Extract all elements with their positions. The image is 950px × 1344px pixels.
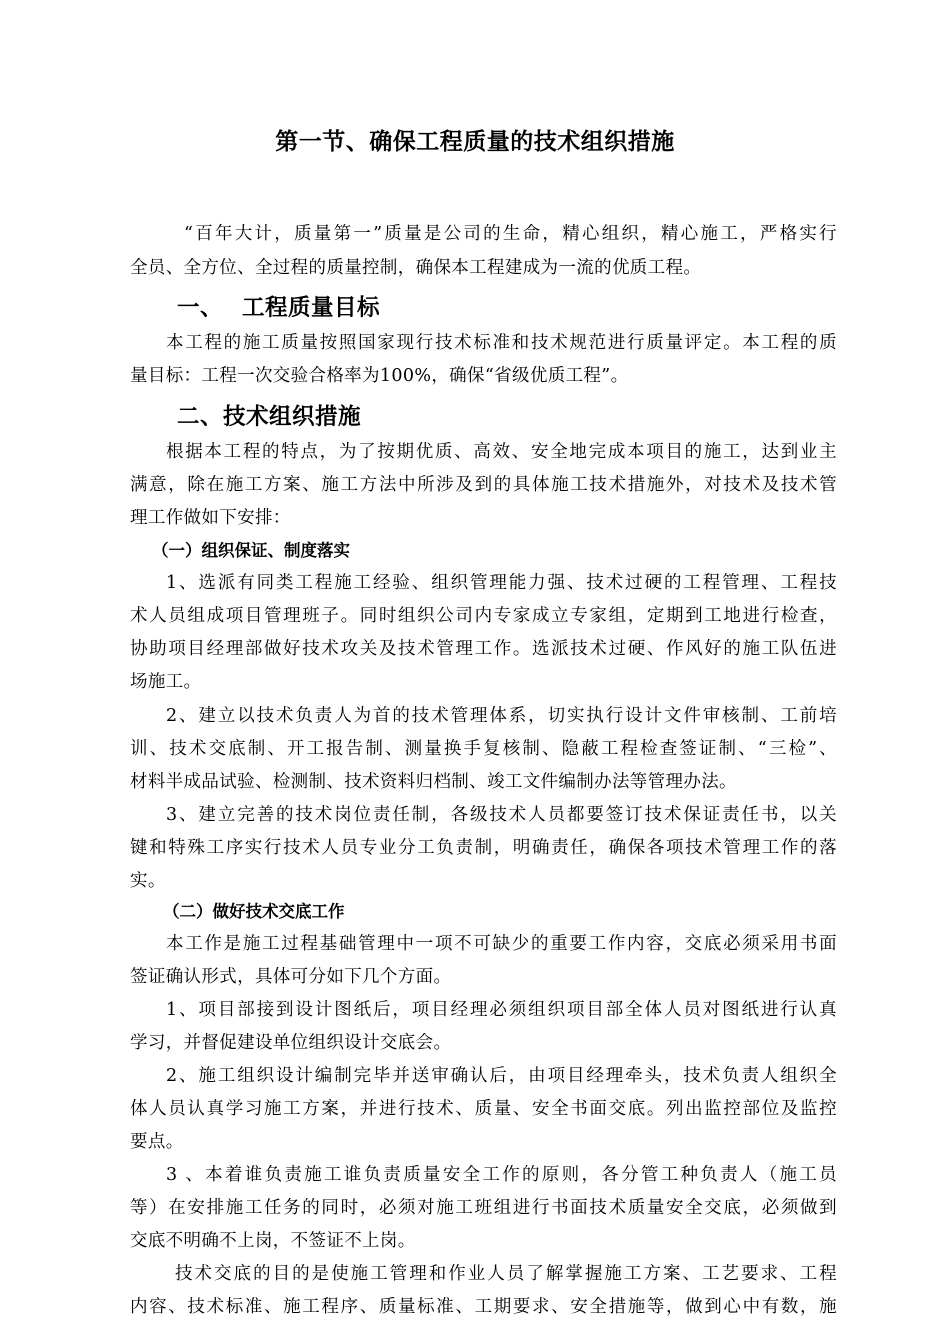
- sub2-item1-line-1: 1、项目部接到设计图纸后，项目经理必须组织项目部全体人员对图纸进行认真: [166, 1000, 837, 1020]
- sub1-item3-line-3: 实。: [130, 871, 166, 891]
- sub1-item2-line-3: 材料半成品试验、检测制、技术资料归档制、竣工文件编制办法等管理办法。: [130, 772, 737, 792]
- sub1-item1-line-4: 场施工。: [130, 672, 202, 692]
- sub2-intro-line-1: 本工作是施工过程基础管理中一项不可缺少的重要工作内容，交底必须采用书面: [166, 934, 837, 954]
- section-1-number: 一、: [177, 295, 224, 321]
- sub2-item1-line-2: 学习，并督促建设单位组织设计交底会。: [130, 1033, 452, 1053]
- sub2-purpose-line-1: 技术交底的目的是使施工管理和作业人员了解掌握施工方案、工艺要求、工程: [175, 1264, 837, 1284]
- section-2-heading: 二、技术组织措施: [177, 404, 362, 430]
- intro-line-1: “百年大计，质量第一”质量是公司的生命，精心组织，精心施工，严格实行: [184, 224, 837, 244]
- page-title: 第一节、确保工程质量的技术组织措施: [275, 129, 675, 155]
- subsection-2-heading: （二）做好技术交底工作: [163, 902, 345, 921]
- section-2-intro-line-1: 根据本工程的特点，为了按期优质、高效、安全地完成本项目的施工，达到业主: [166, 442, 837, 462]
- section-1-line-1: 本工程的施工质量按照国家现行技术标准和技术规范进行质量评定。本工程的质: [166, 333, 837, 353]
- sub1-item1-line-2: 术人员组成项目管理班子。同时组织公司内专家成立专家组，定期到工地进行检查，: [130, 606, 837, 626]
- sub1-item2-line-2: 训、技术交底制、开工报告制、测量换手复核制、隐蔽工程检查签证制、“三检”、: [130, 739, 837, 759]
- sub2-purpose-line-2: 内容、技术标准、施工程序、质量标准、工期要求、安全措施等，做到心中有数，施: [130, 1297, 837, 1317]
- section-2-intro-line-2: 满意，除在施工方案、施工方法中所涉及到的具体施工技术措施外，对技术及技术管: [130, 475, 837, 495]
- sub1-item1-line-3: 协助项目经理部做好技术攻关及技术管理工作。选派技术过硬、作风好的施工队伍进: [130, 639, 837, 659]
- sub2-intro-line-2: 签证确认形式，具体可分如下几个方面。: [130, 967, 452, 987]
- sub2-item3-line-1: 3 、本着谁负责施工谁负责质量安全工作的原则，各分管工种负责人（施工员: [166, 1165, 837, 1185]
- section-1-heading: 工程质量目标: [242, 295, 381, 321]
- sub1-item2-line-1: 2、建立以技术负责人为首的技术管理体系，切实执行设计文件审核制、工前培: [166, 706, 837, 726]
- subsection-1-heading: （一）组织保证、制度落实: [152, 541, 350, 560]
- sub1-item1-line-1: 1、选派有同类工程施工经验、组织管理能力强、技术过硬的工程管理、工程技: [166, 573, 837, 593]
- sub2-item2-line-1: 2、施工组织设计编制完毕并送审确认后，由项目经理牵头，技术负责人组织全: [166, 1066, 837, 1086]
- sub1-item3-line-2: 键和特殊工序实行技术人员专业分工负责制，明确责任，确保各项技术管理工作的落: [130, 838, 837, 858]
- section-1-line-2: 量目标：工程一次交验合格率为100%，确保“省级优质工程”。: [130, 366, 629, 386]
- intro-line-2: 全员、全方位、全过程的质量控制，确保本工程建成为一流的优质工程。: [130, 258, 702, 278]
- sub2-item2-line-3: 要点。: [130, 1132, 184, 1152]
- sub2-item3-line-3: 交底不明确不上岗，不签证不上岗。: [130, 1231, 416, 1251]
- sub2-item2-line-2: 体人员认真学习施工方案，并进行技术、质量、安全书面交底。列出监控部位及监控: [130, 1099, 837, 1119]
- section-2-intro-line-3: 理工作做如下安排：: [130, 508, 291, 528]
- sub1-item3-line-1: 3、建立完善的技术岗位责任制，各级技术人员都要签订技术保证责任书，以关: [166, 805, 837, 825]
- sub2-item3-line-2: 等）在安排施工任务的同时，必须对施工班组进行书面技术质量安全交底，必须做到: [130, 1198, 837, 1218]
